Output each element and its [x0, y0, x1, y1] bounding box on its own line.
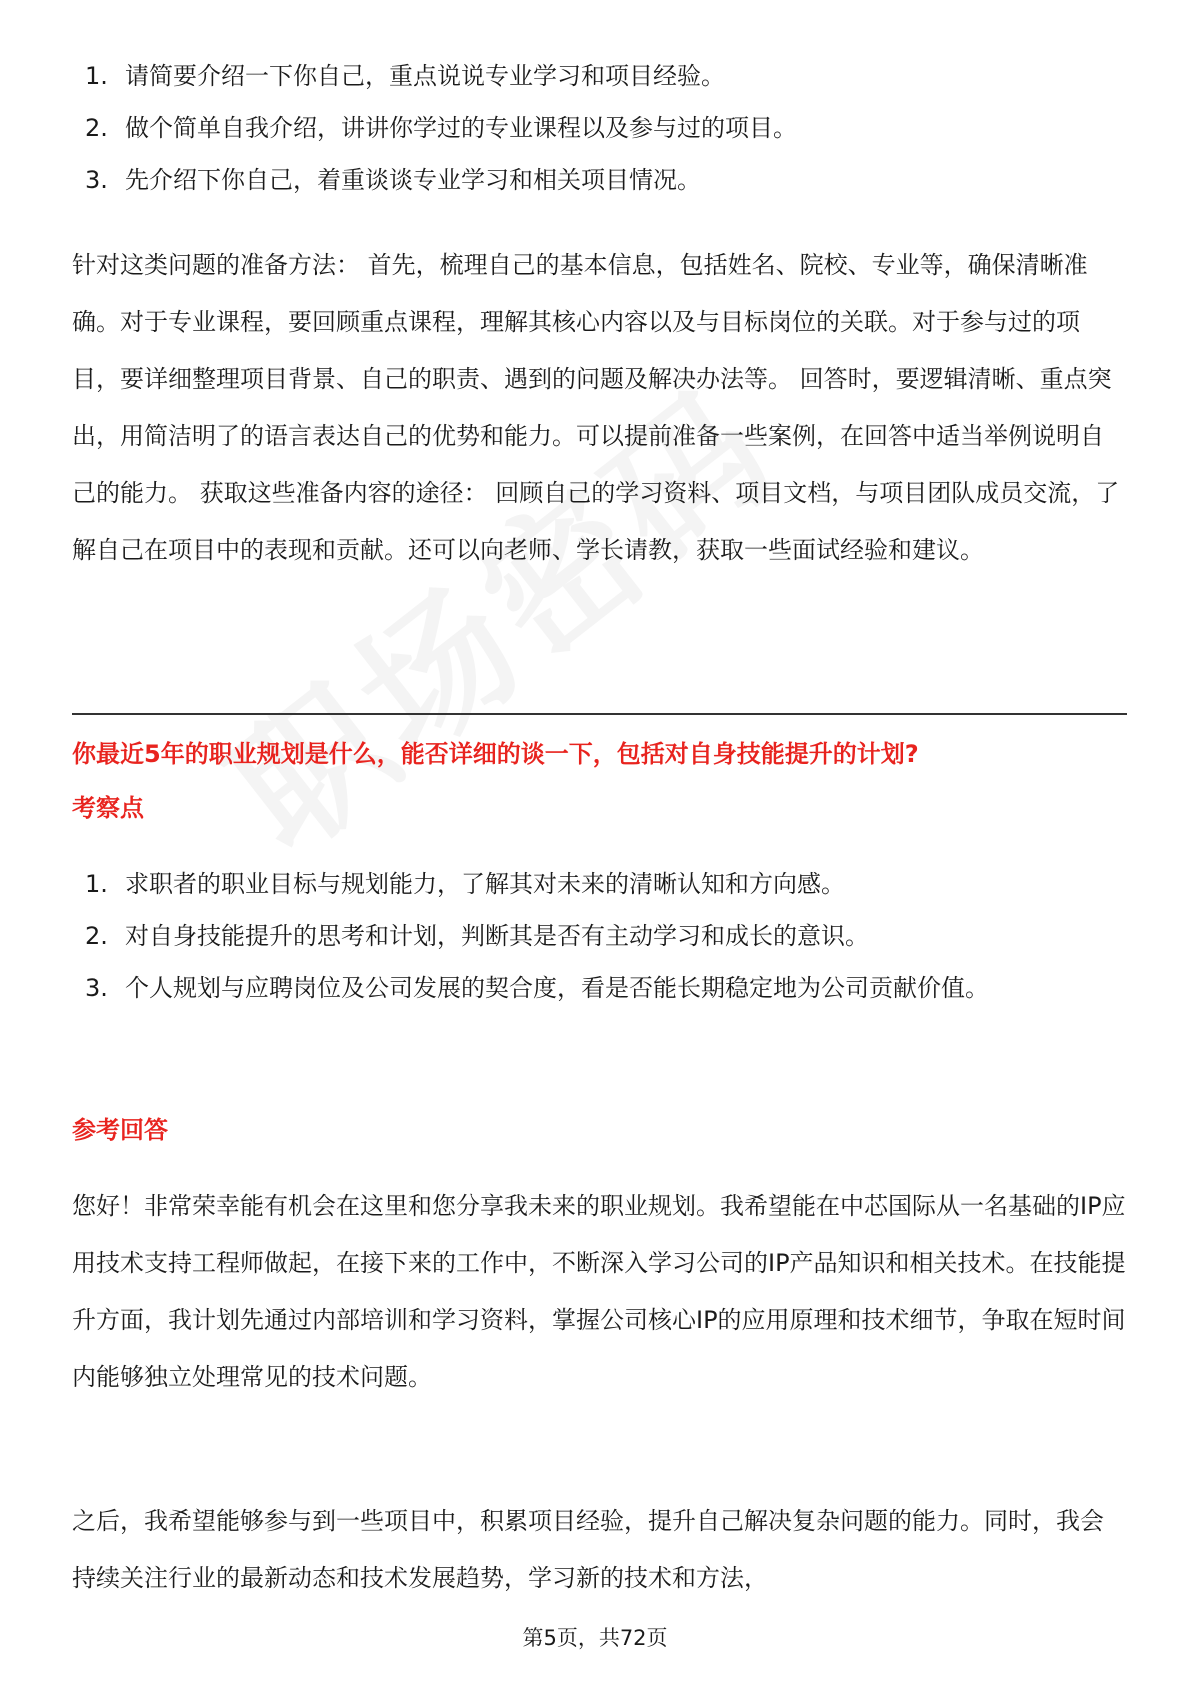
list-item: 2. 做个简单自我介绍，讲讲你学过的专业课程以及参与过的项目。: [85, 114, 797, 142]
list-item: 1. 求职者的职业目标与规划能力，了解其对未来的清晰认知和方向感。: [85, 870, 845, 898]
page-number-footer: 第5页，共72页: [522, 1626, 668, 1650]
focus-point-list: [85, 858, 1125, 1014]
list-item: 3. 个人规划与应聘岗位及公司发展的契合度，看是否能长期稳定地为公司贡献价值。: [85, 974, 989, 1002]
list-item-text: 个人规划与应聘岗位及公司发展的契合度，看是否能长期稳定地为公司贡献价值。: [125, 974, 989, 1002]
list-item-text: 做个简单自我介绍，讲讲你学过的专业课程以及参与过的项目。: [125, 114, 797, 142]
question-heading: 你最近5年的职业规划是什么，能否详细的谈一下，包括对自身技能提升的计划?: [72, 740, 919, 768]
focus-heading: 考察点: [72, 794, 144, 822]
section-divider: [72, 713, 1127, 715]
answer-paragraph-2: 之后，我希望能够参与到一些项目中，积累项目经验，提升自己解决复杂问题的能力。同时，我会持续关注行业的最新动态和技术发展趋势，学习新的技术和方法，: [72, 1507, 1104, 1592]
list-item-text: 求职者的职业目标与规划能力，了解其对未来的清晰认知和方向感。: [125, 870, 845, 898]
intro-question-list: [85, 50, 1125, 206]
list-item-text: 对自身技能提升的思考和计划，判断其是否有主动学习和成长的意识。: [125, 922, 869, 950]
list-item: 3. 先介绍下你自己，着重谈谈专业学习和相关项目情况。: [85, 166, 701, 194]
answer-paragraph-1: 您好！非常荣幸能有机会在这里和您分享我未来的职业规划。我希望能在中芯国际从一名基础的IP应用技术支持工程师做起，在接下来的工作中，不断深入学习公司的IP产品知识和相关技术。在技能提升方面，我计划先通过内部培训和学习资料，掌握公司核心IP的应用原理和技术细节，争取在短时间内能够独立处理常见的技术问题。: [72, 1192, 1126, 1391]
answer-heading: 参考回答: [72, 1116, 168, 1144]
preparation-paragraph: 针对这类问题的准备方法： 首先，梳理自己的基本信息，包括姓名、院校、专业等，确保清晰准确。对于专业课程，要回顾重点课程，理解其核心内容以及与目标岗位的关联。对于参与过的项目，要详细整理项目背景、自己的职责、遇到的问题及解决办法等。 回答时，要逻辑清晰、重点突出，用简洁明了的语言表达自己的优势和能力。可以提前准备一些案例，在回答中适当举例说明自己的能力。 获取这些准备内容的途径： 回顾自己的学习资料、项目文档，与项目团队成员交流，了解自己在项目中的表现和贡献。还可以向老师、学长请教，获取一些面试经验和建议。: [72, 251, 1120, 564]
list-item-text: 先介绍下你自己，着重谈谈专业学习和相关项目情况。: [125, 166, 701, 194]
list-item: 2. 对自身技能提升的思考和计划，判断其是否有主动学习和成长的意识。: [85, 922, 869, 950]
list-item: 1. 请简要介绍一下你自己，重点说说专业学习和项目经验。: [85, 62, 725, 90]
list-item-text: 请简要介绍一下你自己，重点说说专业学习和项目经验。: [125, 62, 725, 90]
